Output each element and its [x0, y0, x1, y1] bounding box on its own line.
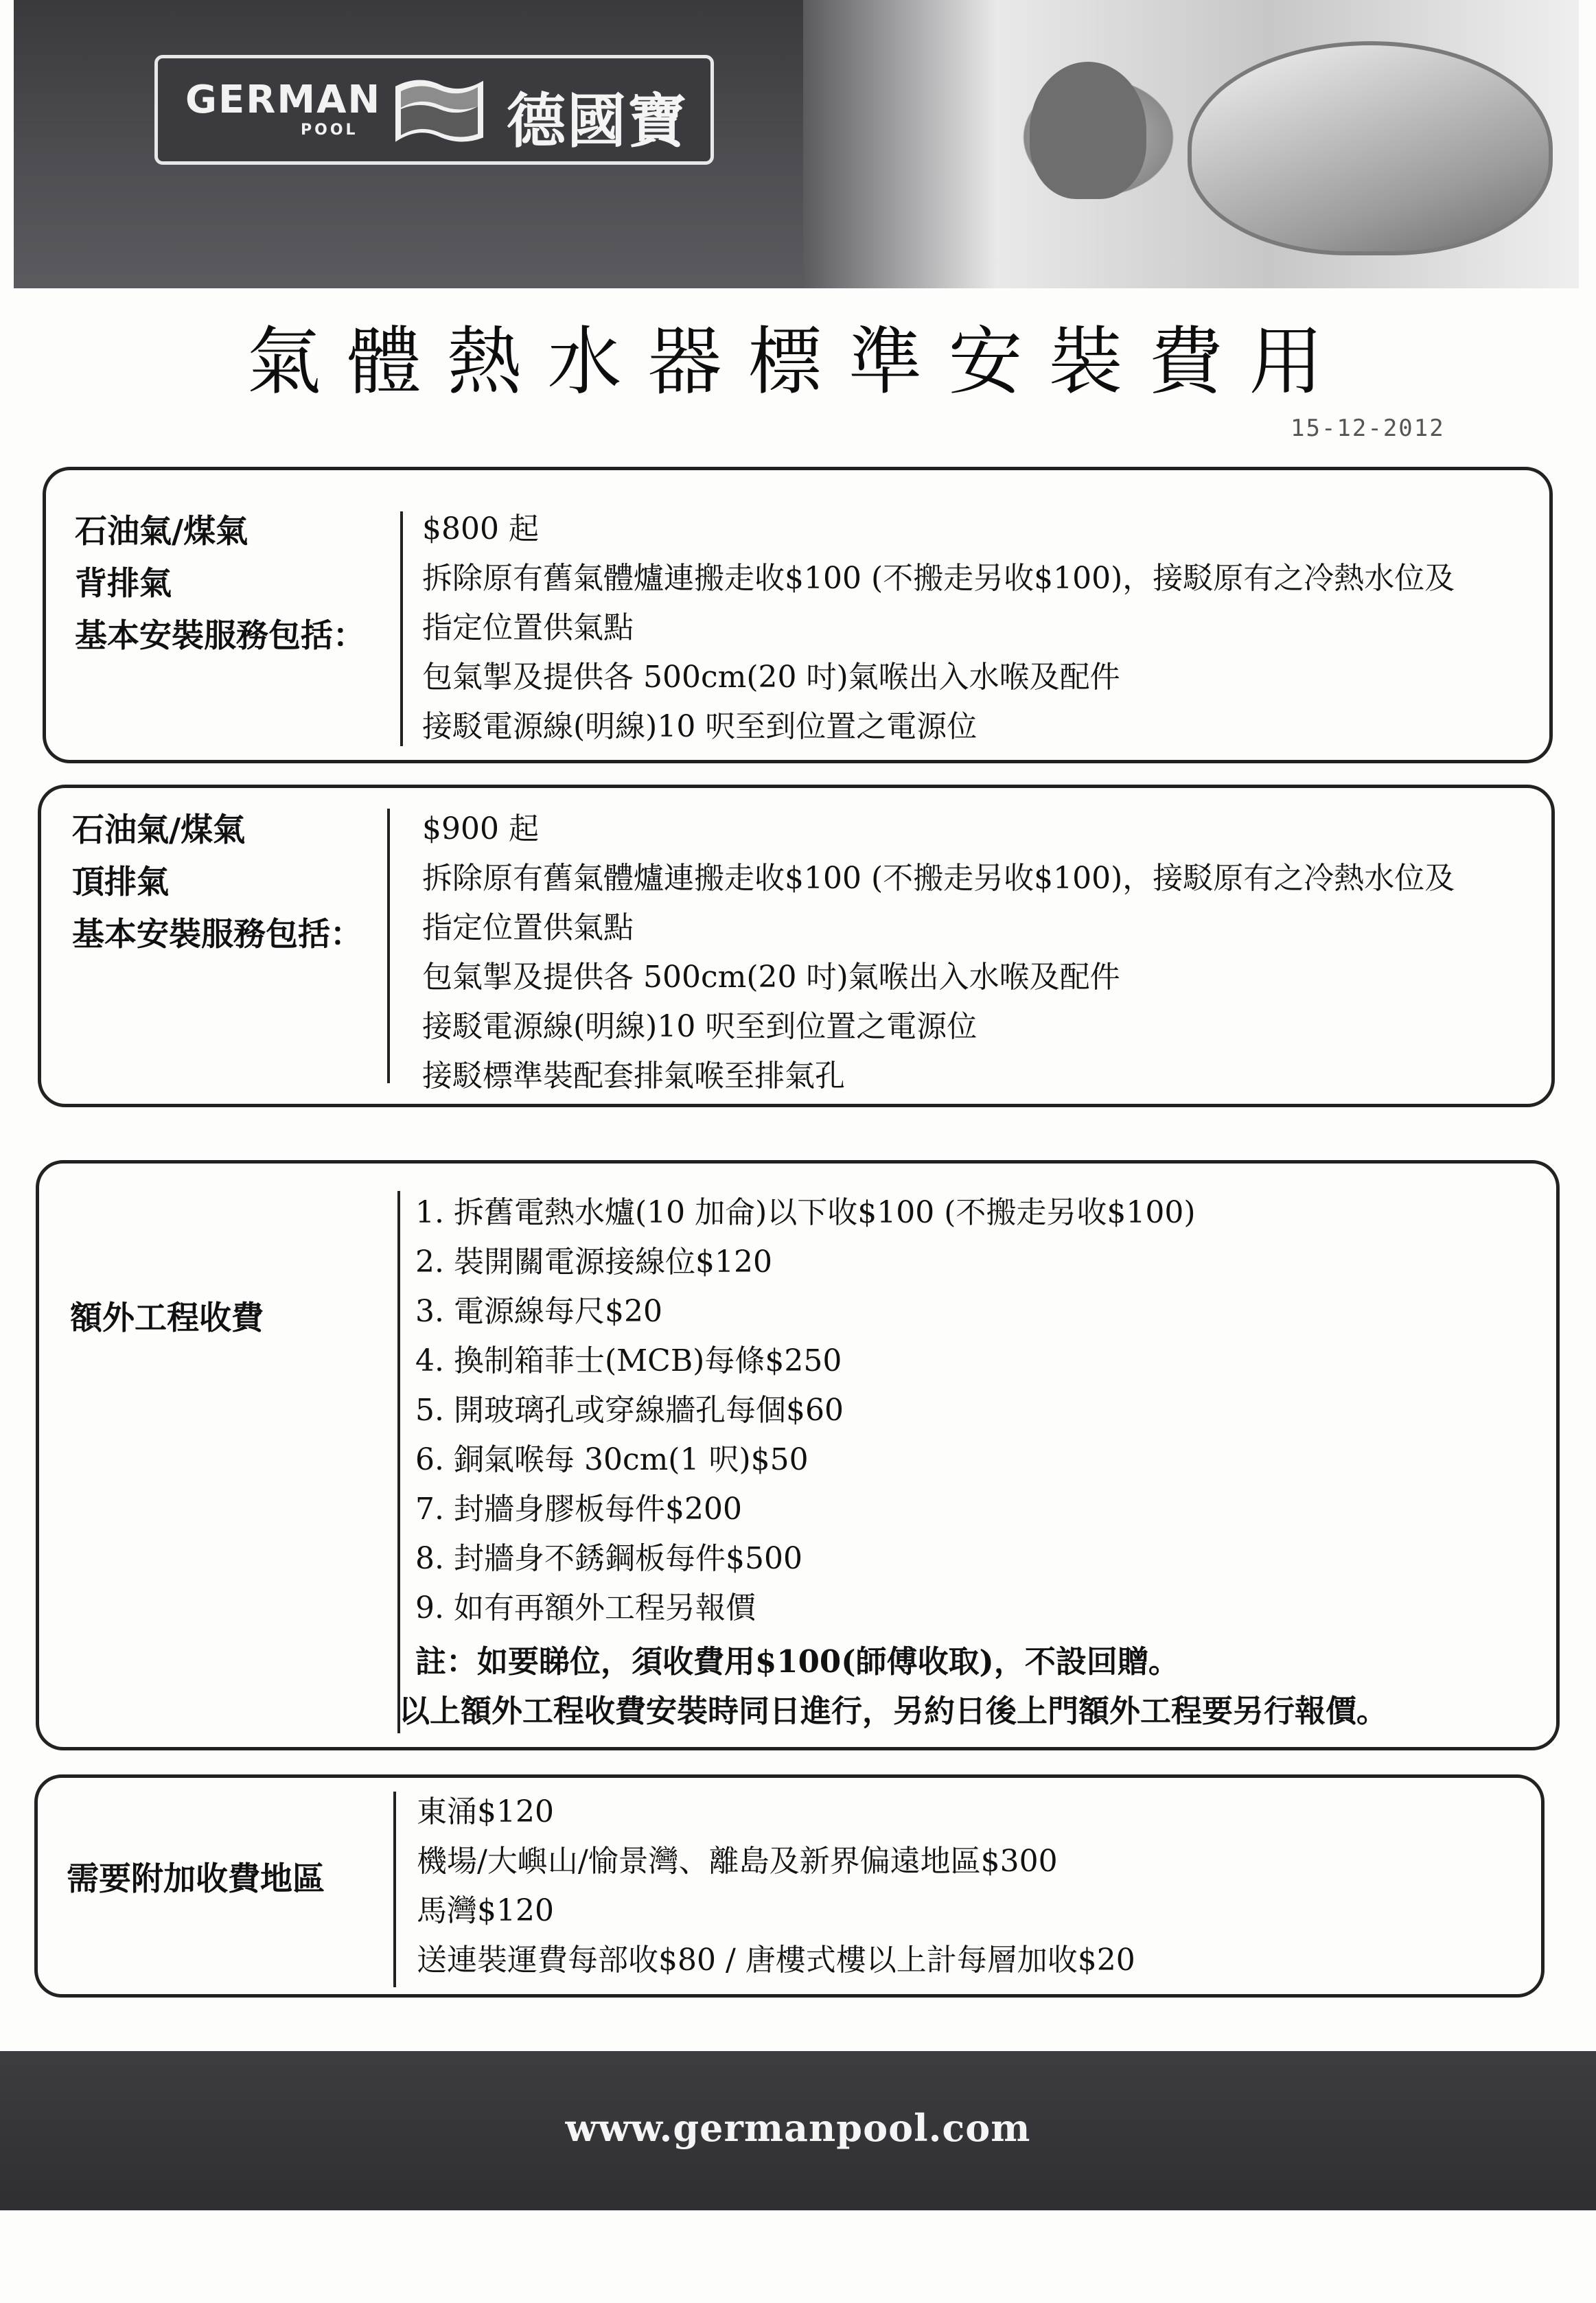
section-extra-charges [36, 1160, 1560, 1750]
label-line: 石油氣/煤氣 [72, 811, 246, 849]
list-item: 1. 拆舊電熱水爐(10 加侖)以下收$100 (不搬走另收$100) [415, 1195, 1196, 1230]
detail-line: $800 起 [422, 511, 539, 546]
detail-line: 接駁標準裝配套排氣喉至排氣孔 [422, 1058, 845, 1093]
note-line: 註：如要睇位，須收費用$100(師傅收取)，不設回贈。 [415, 1643, 1179, 1680]
label-line: 需要附加收費地區 [67, 1860, 325, 1898]
section-details [422, 505, 1455, 752]
header-photo-person [1030, 62, 1146, 199]
detail-line: 送連裝運費每部收$80 / 唐樓式樓以上計每層加收$20 [417, 1943, 1135, 1978]
section-rear-exhaust [43, 467, 1553, 763]
logo-brand-en: GERMAN [185, 78, 382, 122]
footer-banner [0, 2051, 1596, 2210]
detail-line: 包氣掣及提供各 500cm(20 吋)氣喉出入水喉及配件 [422, 660, 1120, 695]
detail-line: 指定位置供氣點 [422, 910, 634, 945]
label-line: 石油氣/煤氣 [75, 513, 248, 551]
detail-line: 東涌$120 [417, 1794, 554, 1829]
section-top-exhaust [38, 785, 1555, 1107]
brand-logo [154, 55, 714, 165]
list-item: 5. 開玻璃孔或穿線牆孔每個$60 [415, 1393, 844, 1428]
label-line: 頂排氣 [72, 864, 169, 901]
detail-line: 馬灣$120 [417, 1893, 554, 1928]
section-surcharge-areas [34, 1774, 1545, 1998]
section-details [422, 805, 1455, 1101]
list-item: 3. 電源線每尺$20 [415, 1294, 662, 1329]
header-photo [803, 0, 1579, 288]
list-item: 7. 封牆身膠板每件$200 [415, 1492, 742, 1527]
detail-line: 拆除原有舊氣體爐連搬走收$100 (不搬走另收$100)，接駁原有之冷熱水位及 [422, 561, 1455, 596]
list-item: 6. 銅氣喉每 30cm(1 呎)$50 [415, 1442, 809, 1477]
section-divider [397, 1191, 400, 1733]
document-date: 15-12-2012 [1291, 415, 1445, 442]
detail-line: 拆除原有舊氣體爐連搬走收$100 (不搬走另收$100)，接駁原有之冷熱水位及 [422, 861, 1455, 896]
section-label [67, 1853, 325, 1906]
logo-brand-zh: 德國寶 [507, 86, 688, 156]
label-line: 基本安裝服務包括： [72, 916, 362, 953]
header-banner [14, 0, 1579, 288]
list-item: 9. 如有再額外工程另報價 [415, 1590, 756, 1625]
list-item: 4. 換制箱菲士(MCB)每條$250 [415, 1343, 842, 1378]
detail-line: 包氣掣及提供各 500cm(20 吋)氣喉出入水喉及配件 [422, 960, 1120, 995]
section-divider [387, 809, 390, 1083]
list-item: 8. 封牆身不銹鋼板每件$500 [415, 1541, 802, 1576]
detail-line: 接駁電源線(明線)10 呎至到位置之電源位 [422, 1009, 978, 1044]
section-label [75, 506, 365, 662]
section-divider [393, 1792, 396, 1987]
label-line: 額外工程收費 [70, 1299, 264, 1337]
section-details [415, 1188, 1196, 1633]
detail-line: $900 起 [422, 811, 539, 846]
note-line: 以上額外工程收費安裝時同日進行，另約日後上門額外工程要另行報價。 [399, 1693, 1388, 1729]
page-title: 氣體熱水器標準安裝費用 [246, 319, 1350, 405]
section-divider [400, 511, 403, 746]
label-line: 背排氣 [75, 565, 172, 603]
detail-line: 機場/大嶼山/愉景灣、離島及新界偏遠地區$300 [417, 1844, 1058, 1879]
logo-brand-sub: POOL [301, 121, 358, 139]
detail-line: 接駁電源線(明線)10 呎至到位置之電源位 [422, 709, 978, 744]
section-label [70, 1293, 264, 1345]
section-notes [399, 1637, 1388, 1736]
header-photo-sink [1188, 41, 1553, 255]
website-link[interactable]: www.germanpool.com [565, 2106, 1031, 2150]
label-line: 基本安裝服務包括： [75, 617, 365, 655]
section-details [417, 1787, 1135, 1985]
section-label [72, 805, 362, 961]
list-item: 2. 裝開關電源接線位$120 [415, 1245, 772, 1280]
flag-icon [391, 73, 487, 149]
detail-line: 指定位置供氣點 [422, 610, 634, 645]
